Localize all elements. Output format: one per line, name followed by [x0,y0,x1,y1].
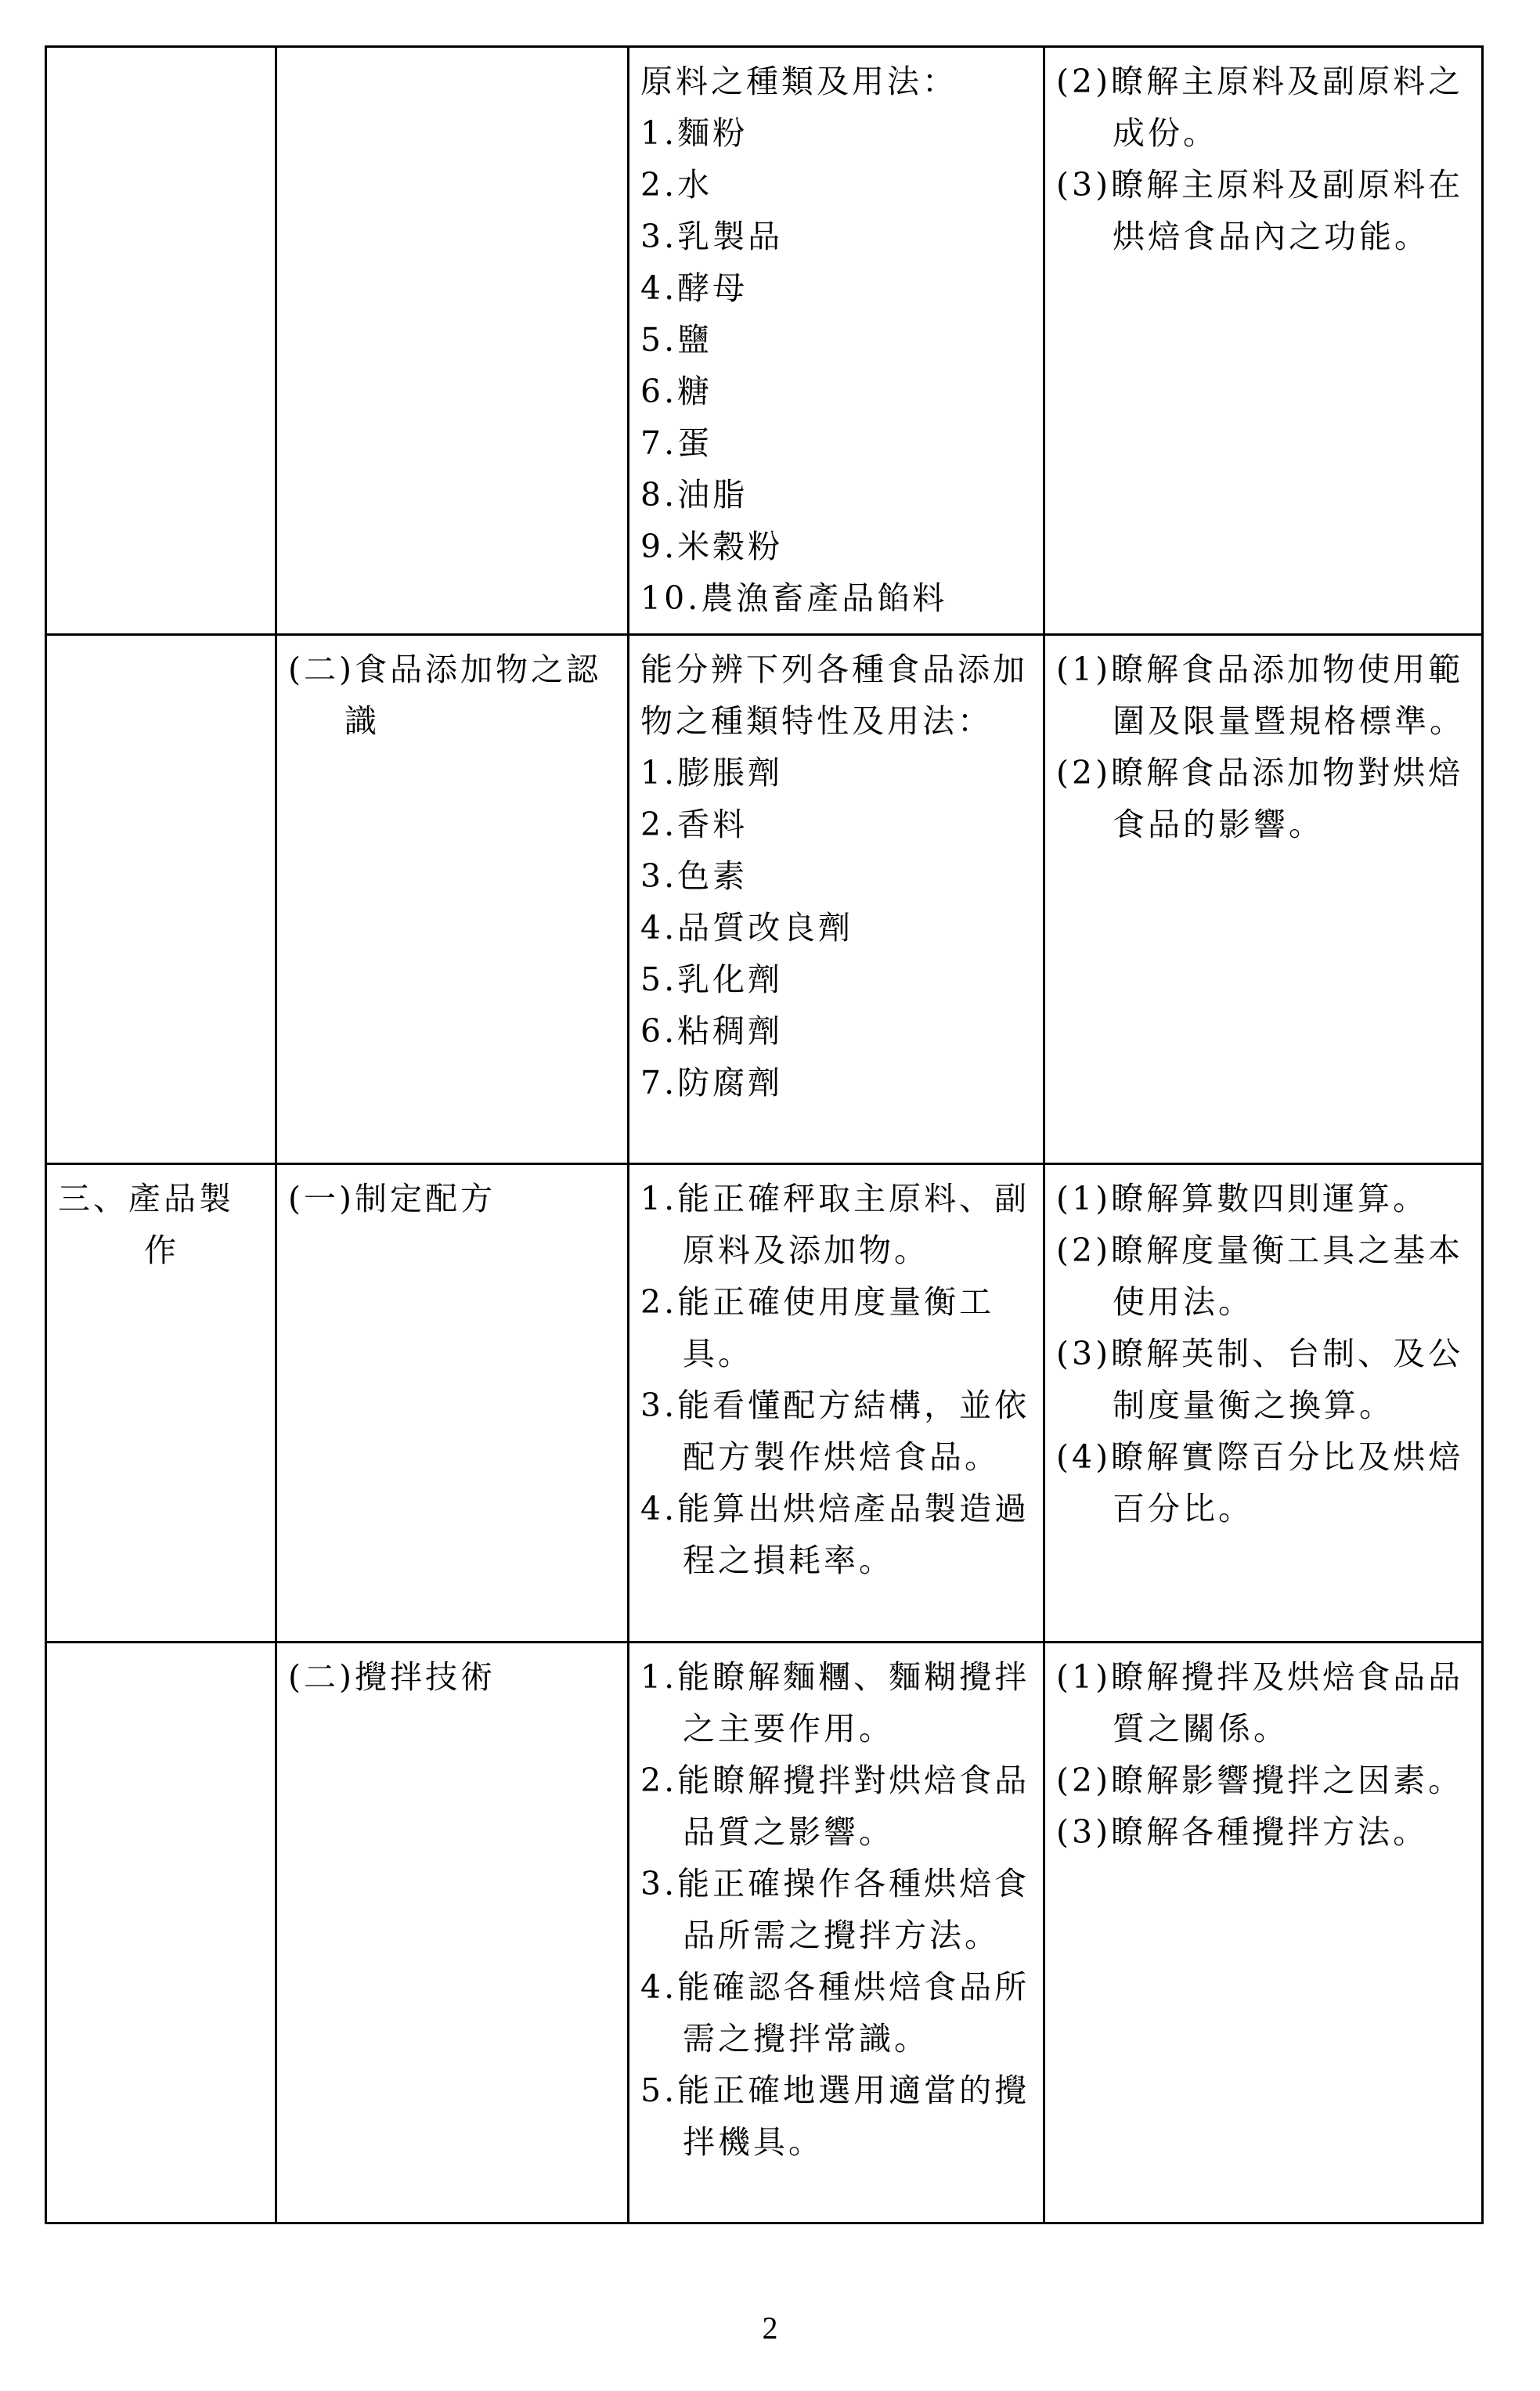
item-text: (一)制定配方 [288,1180,496,1217]
skills-list-item: 6.糖 [640,373,713,410]
skills-list-item: 9.米穀粉 [640,528,784,565]
skills-list-item: 3.乳製品 [640,218,784,255]
knowledge-item: (3)瞭解各種攪拌方法。 [1056,1813,1429,1851]
skills-intro: 原料之種類及用法： [640,63,958,100]
knowledge-item: (3)瞭解主原料及副原料在烘焙食品內之功能。 [1056,166,1464,255]
skills-cell [629,635,1044,1164]
item-text: (二)食品添加物之認識 [288,651,601,740]
table-row [46,1164,1483,1643]
skills-list-item: 5.能正確地選用適當的攪拌機具。 [640,2072,1030,2161]
skills-list-item: 1.能瞭解麵糰、麵糊攪拌之主要作用。 [640,1658,1030,1747]
knowledge-item: (2)瞭解食品添加物對烘焙食品的影響。 [1056,754,1464,843]
skills-cell [629,1164,1044,1643]
knowledge-item: (4)瞭解實際百分比及烘焙百分比。 [1056,1438,1464,1527]
table-row [46,635,1483,1164]
knowledge-item: (1)瞭解攪拌及烘焙食品品質之關係。 [1056,1658,1464,1747]
item-cell [276,635,629,1164]
skills-cell [629,1643,1044,2223]
skills-cell [629,47,1044,635]
skills-list-item: 4.酵母 [640,269,748,307]
skills-list-item: 2.香料 [640,806,748,843]
knowledge-cell [1044,1643,1483,2223]
table-row [46,47,1483,635]
skills-list-item: 6.粘稠劑 [640,1012,784,1050]
skills-list-item: 1.膨脹劑 [640,754,784,792]
table-row [46,1643,1483,2223]
item-cell [276,1643,629,2223]
skills-list-item: 10.農漁畜產品餡料 [640,579,948,617]
skills-list-item: 7.防腐劑 [640,1064,784,1102]
knowledge-cell [1044,1164,1483,1643]
page-number: 2 [762,2310,778,2346]
item-cell [276,47,629,635]
category-text: 三、產品製作 [58,1180,234,1269]
skills-list-item: 1.麵粉 [640,114,748,152]
skills-list-item: 2.能瞭解攪拌對烘焙食品品質之影響。 [640,1762,1030,1851]
item-cell [276,1164,629,1643]
knowledge-item: (1)瞭解食品添加物使用範圍及限量暨規格標準。 [1056,651,1465,740]
item-text: (二)攪拌技術 [288,1658,496,1696]
skills-list-item: 4.能確認各種烘焙食品所需之攪拌常識。 [640,1968,1030,2057]
knowledge-item: (1)瞭解算數四則運算。 [1056,1180,1429,1217]
skills-list-item: 4.能算出烘焙產品製造過程之損耗率。 [640,1490,1030,1579]
category-cell [46,1164,276,1643]
skills-list-item: 1.能正確秤取主原料、副原料及添加物。 [640,1180,1030,1269]
skills-list-item: 7.蛋 [640,424,713,462]
skills-list-item: 5.鹽 [640,321,713,359]
skills-list-item: 8.油脂 [640,476,748,514]
category-cell [46,47,276,635]
knowledge-cell [1044,47,1483,635]
skills-list-item: 3.能看懂配方結構，並依配方製作烘焙食品。 [640,1387,1030,1476]
skills-list-item: 2.能正確使用度量衡工具。 [640,1283,995,1372]
skills-list-item: 3.色素 [640,857,748,895]
skills-list-item: 5.乳化劑 [640,961,784,998]
skills-list-item: 3.能正確操作各種烘焙食品所需之攪拌方法。 [640,1865,1030,1954]
skills-intro: 能分辨下列各種食品添加物之種類特性及用法： [640,651,1028,740]
category-cell [46,1643,276,2223]
skills-list-item: 4.品質改良劑 [640,909,854,947]
knowledge-cell [1044,635,1483,1164]
knowledge-item: (3)瞭解英制、台制、及公制度量衡之換算。 [1056,1335,1464,1424]
knowledge-item: (2)瞭解影響攪拌之因素。 [1056,1762,1464,1799]
category-cell [46,635,276,1164]
skills-list-item: 2.水 [640,166,713,204]
knowledge-item: (2)瞭解度量衡工具之基本使用法。 [1056,1232,1464,1321]
curriculum-table [45,45,1484,2224]
knowledge-item: (2)瞭解主原料及副原料之成份。 [1056,63,1464,152]
